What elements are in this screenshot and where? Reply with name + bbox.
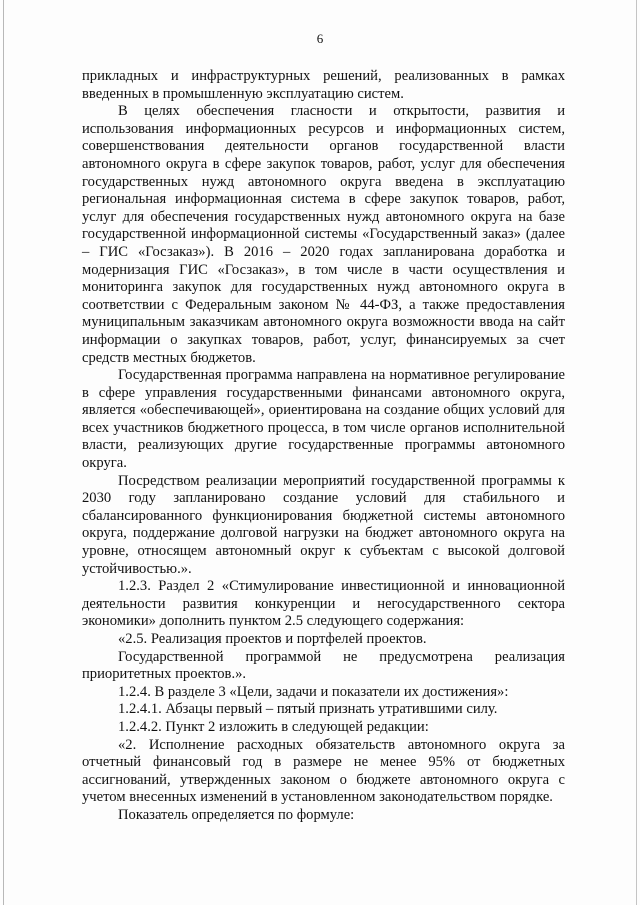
- paragraph-program-direction: Государственная программа направлена на нормативное регулирование в сфере управления государственными финансами автономного округа, является «обеспечивающей», ориентирована на создание общих условий для всех участников бюджетного процесса, в том числе органов исполнительной власти, реализующих другие государственные программы автономного округа.: [82, 367, 565, 472]
- paragraph-formula-intro: Показатель определяется по формуле:: [118, 806, 355, 823]
- paragraph-no-priority-projects: Государственной программой не предусмотрена реализация приоритетных проектов.».: [82, 648, 565, 683]
- paragraph-continuation: прикладных и инфраструктурных решений, реализованных в рамках введенных в промышленную эксплуатацию систем.: [82, 68, 565, 102]
- paragraph-1-2-4-1: 1.2.4.1. Абзацы первый – пятый признать утратившими силу.: [118, 701, 498, 718]
- document-body: [82, 68, 565, 825]
- paragraph-1-2-4: 1.2.4. В разделе 3 «Цели, задачи и показатели их достижения»:: [118, 683, 509, 700]
- scan-edge-right: [636, 0, 637, 905]
- paragraph-program-goals-2030: Посредством реализации мероприятий государственной программы к 2030 году запланировано создание условий для стабильного и сбалансированного функционирования бюджетной системы автономного округа, поддержание долговой нагрузки на бюджет автономного округа на уровне, относящем автономный округ к субъектам с высокой долговой устойчивостью.».: [82, 472, 565, 577]
- paragraph-1-2-3: 1.2.3. Раздел 2 «Стимулирование инвестиционной и инновационной деятельности развития конкуренции и негосударственного сектора экономики» дополнить пунктом 2.5 следующего содержания:: [82, 578, 565, 630]
- scan-edge-left: [3, 0, 4, 905]
- page-number: 6: [316, 31, 324, 46]
- paragraph-item-2: «2. Исполнение расходных обязательств автономного округа за отчетный финансовый год в размере не менее 95% от бюджетных ассигнований, утвержденных законом о бюджете автономного округа с учетом внесенных изменений в установленном законодательством порядке.: [82, 736, 565, 806]
- paragraph-1-2-4-2: 1.2.4.2. Пункт 2 изложить в следующей редакции:: [118, 718, 429, 735]
- paragraph-information-systems: В целях обеспечения гласности и открытости, развития и использования информационных ресурсов и информационных систем, совершенствования деятельности органов государственной власти автономного округа в сфере закупок товаров, работ, услуг для обеспечения государственных нужд автономного округа введена в эксплуатацию региональная информационная система в сфере закупок товаров, работ, услуг для обеспечения государственных нужд автономного округа на базе государственной информационной системы «Государственный заказ» (далее – ГИС «Госзаказ»). В 2016 – 2020 годах запланирована доработка и модернизация ГИС «Госзаказ», в том числе в части осуществления и мониторинга закупок для государственных нужд автономного округа в соответствии с Федеральным законом № 44-ФЗ, а также предоставления муниципальным заказчикам автономного округа возможности ввода на сайт информации о закупках товаров, работ, услуг, финансируемых за счет средств местных бюджетов.: [82, 103, 565, 366]
- paragraph-2-5-heading: «2.5. Реализация проектов и портфелей проектов.: [118, 631, 427, 647]
